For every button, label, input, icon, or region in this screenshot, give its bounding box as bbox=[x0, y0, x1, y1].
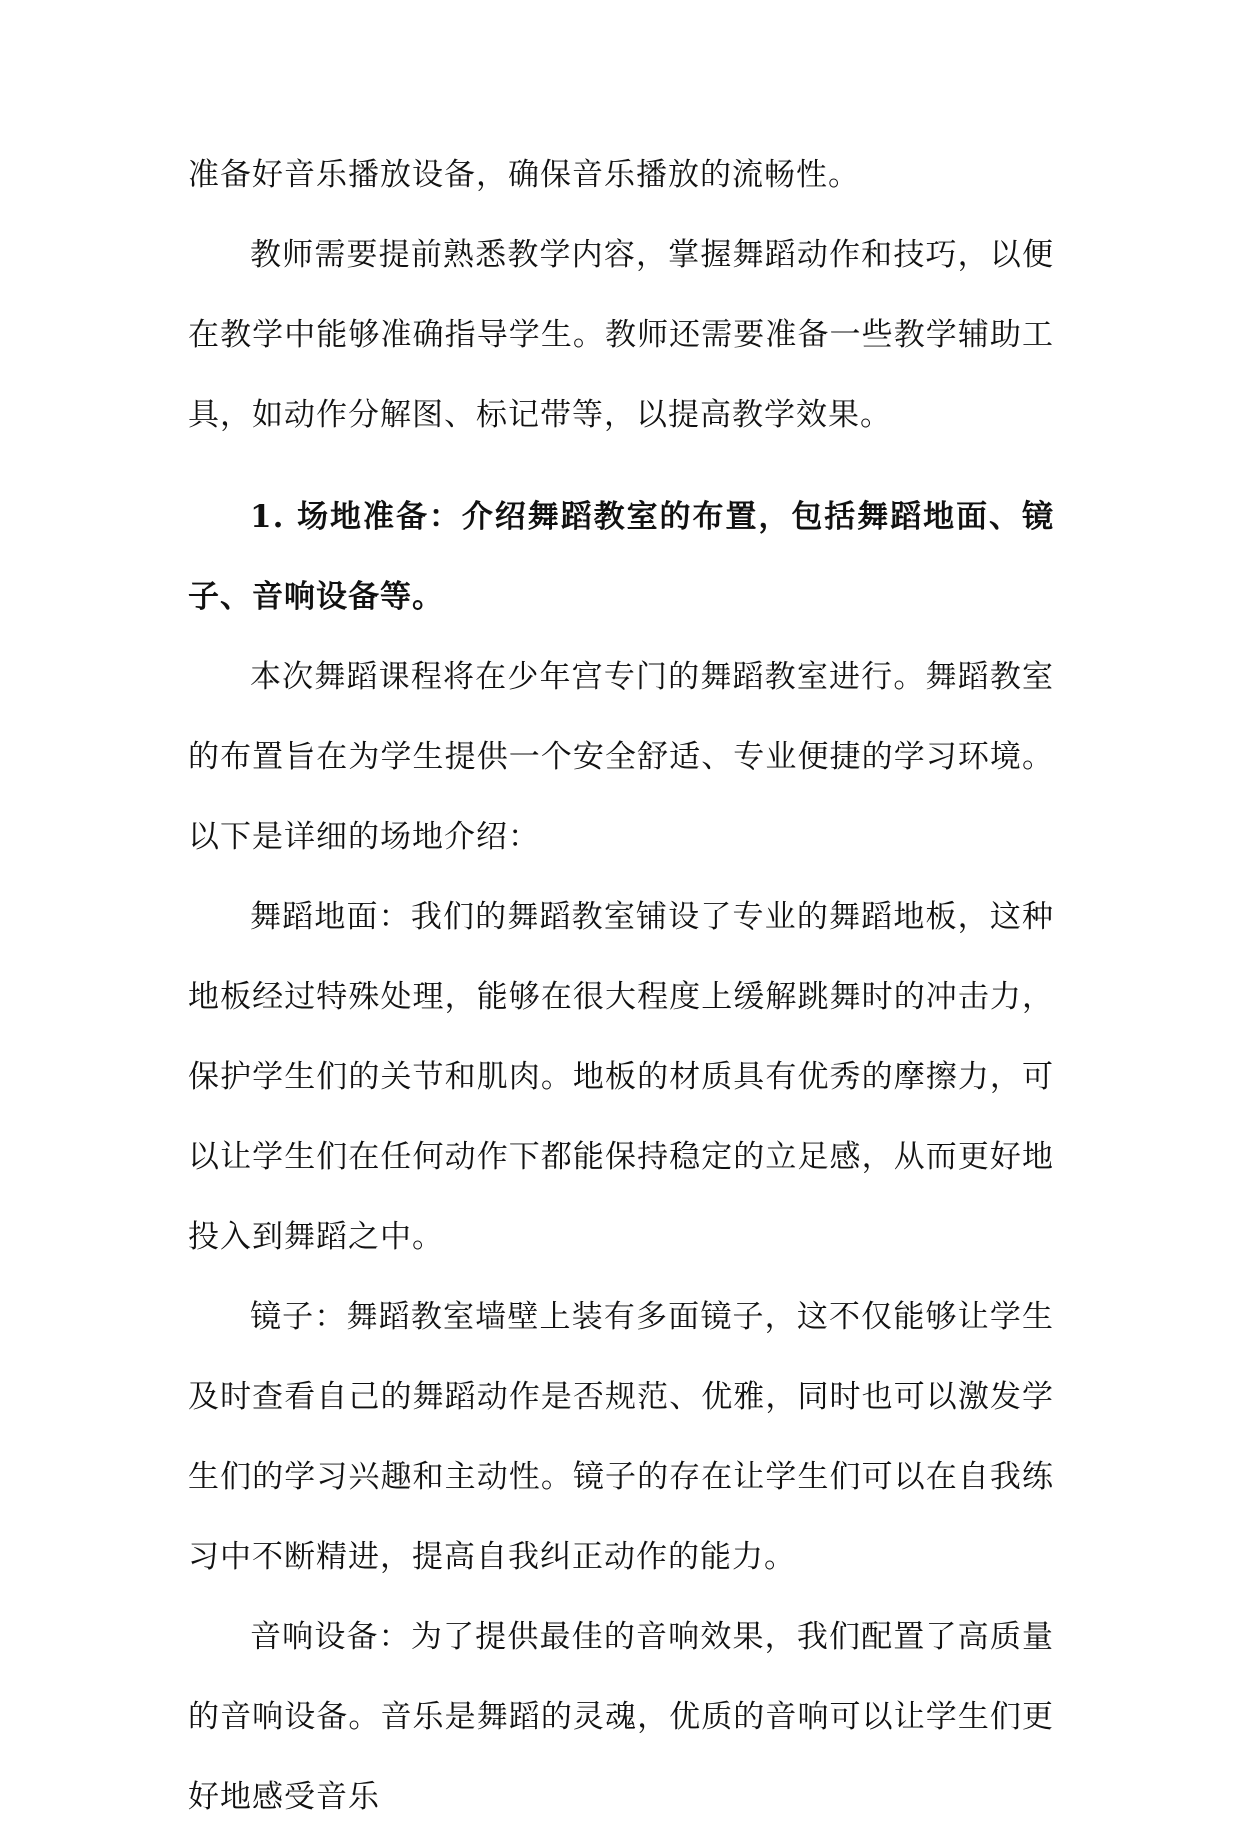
paragraph-continuation: 准备好音乐播放设备，确保音乐播放的流畅性。 bbox=[188, 157, 860, 193]
paragraph-mirrors: 镜子：舞蹈教室墙壁上装有多面镜子，这不仅能够让学生及时查看自己的舞蹈动作是否规范、优雅，同时也可以激发学生们的学习兴趣和主动性。镜子的存在让学生们可以在自我练习中不断精进，提高自我纠正动作的能力。 bbox=[188, 1299, 1054, 1575]
document-body bbox=[188, 135, 1054, 1837]
section-heading-venue: 1. 场地准备：介绍舞蹈教室的布置，包括舞蹈地面、镜子、音响设备等。 bbox=[188, 499, 1054, 615]
paragraph-teacher-preparation: 教师需要提前熟悉教学内容，掌握舞蹈动作和技巧，以便在教学中能够准确指导学生。教师还需要准备一些教学辅助工具，如动作分解图、标记带等，以提高教学效果。 bbox=[188, 237, 1054, 433]
paragraph-venue-intro: 本次舞蹈课程将在少年宫专门的舞蹈教室进行。舞蹈教室的布置旨在为学生提供一个安全舒适、专业便捷的学习环境。以下是详细的场地介绍： bbox=[188, 659, 1054, 855]
paragraph-dance-floor: 舞蹈地面：我们的舞蹈教室铺设了专业的舞蹈地板，这种地板经过特殊处理，能够在很大程度上缓解跳舞时的冲击力，保护学生们的关节和肌肉。地板的材质具有优秀的摩擦力，可以让学生们在任何动作下都能保持稳定的立足感，从而更好地投入到舞蹈之中。 bbox=[188, 899, 1054, 1255]
paragraph-sound-equipment: 音响设备：为了提供最佳的音响效果，我们配置了高质量的音响设备。音乐是舞蹈的灵魂，优质的音响可以让学生们更好地感受音乐 bbox=[188, 1619, 1054, 1815]
